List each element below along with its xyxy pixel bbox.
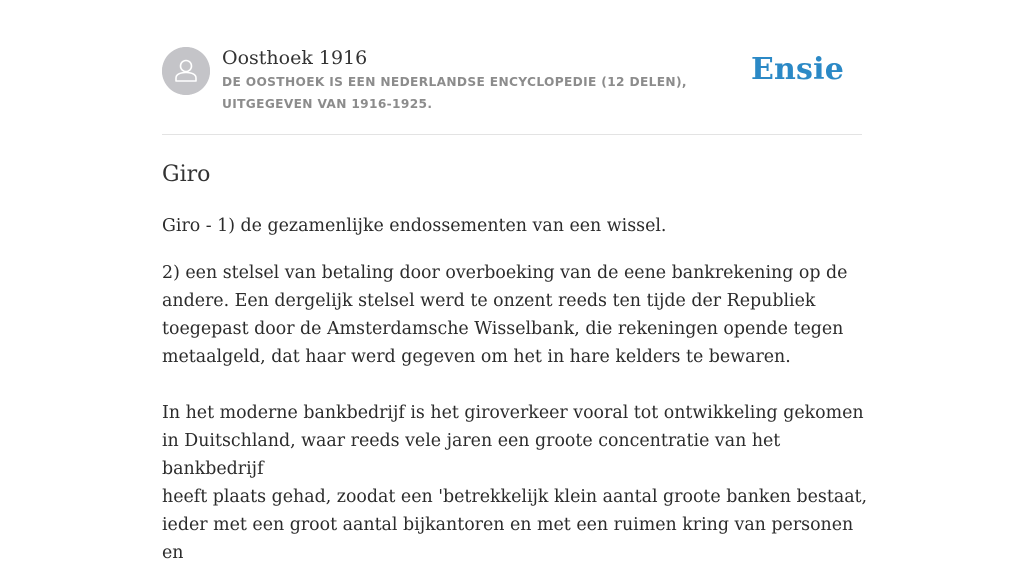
article-body	[162, 212, 872, 567]
user-icon	[162, 47, 210, 95]
article-paragraph: Giro - 1) de gezamenlijke endossementen van een wissel.	[162, 216, 667, 236]
brand-logo[interactable]: Ensie	[750, 52, 844, 87]
source-header	[162, 0, 862, 135]
page-container	[162, 0, 868, 563]
page-title: Giro	[162, 162, 211, 187]
avatar[interactable]	[162, 47, 210, 95]
article-paragraph: 2) een stelsel van betaling door overboeking van de eene bankrekening op de andere. Een dergelijk stelsel werd te onzent reeds ten tijde der Republiek toegepast door de Amsterdamsche Wisselbank, die rekeningen opende tegen metaalgeld, dat haar werd gegeven om het in hare kelders te bewaren.	[162, 263, 848, 367]
article-paragraph: In het moderne bankbedrijf is het giroverkeer vooral tot ontwikkeling gekomen in Duitschland, waar reeds vele jaren een groote concentratie van het bankbedrijf heeft plaats gehad, zoodat een 'betrekkelijk klein aantal groote banken bestaat, ieder met een groot aantal bijkantoren en met een ruimen kring van personen en	[162, 403, 868, 563]
source-description: DE OOSTHOEK IS EEN NEDERLANDSE ENCYCLOPEDIE (12 DELEN), UITGEGEVEN VAN 1916-1925.	[222, 75, 687, 111]
source-title[interactable]: Oosthoek 1916	[222, 47, 368, 69]
